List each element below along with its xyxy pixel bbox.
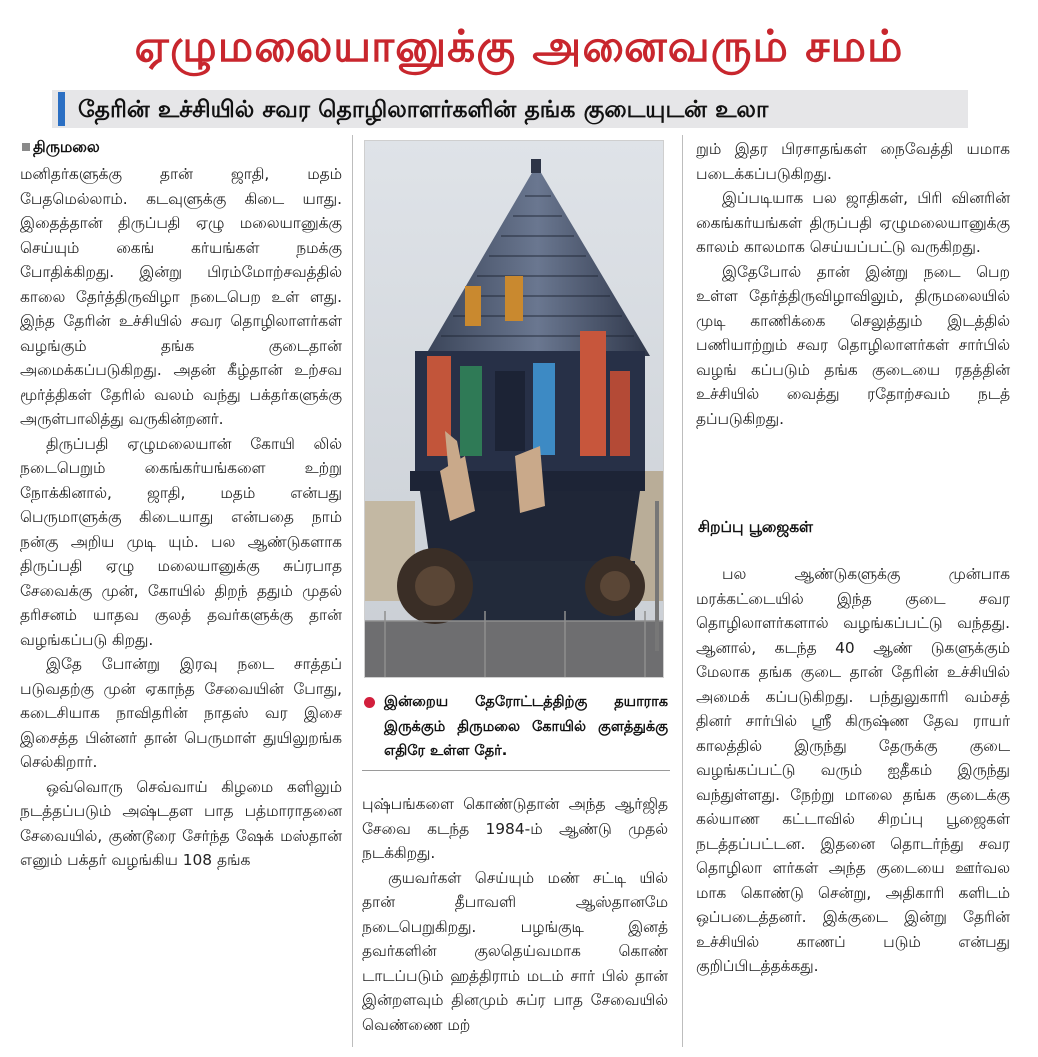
article-column-3 [696,137,1010,431]
paragraph: இதே போன்று இரவு நடை சாத்தப் படுவதற்கு முன் ஏகாந்த சேவையின் போது, கடைசியாக நாவிதரின் நாதஸ் வர இசை இசைத்த பின்னர் தான் பெருமாள் துயிலுறங்க செல்கிறார். [20,655,342,771]
column-divider [352,135,353,1047]
chariot-photo [364,140,664,678]
photo-caption: இன்றைய தேரோட்டத்திற்கு தயாராக இருக்கும் திருமலை கோயில் குளத்துக்கு எதிரே உள்ள தேர். [384,694,668,759]
paragraph: மனிதர்களுக்கு தான் ஜாதி, மதம் பேதமெல்லாம். கடவுளுக்கு கிடை யாது. இதைத்தான் திருப்பதி ஏழு மலையானுக்கு செய்யும் கைங் கர்யங்கள் நமக்கு போதிக்கிறது. இன்று பிரம்மோற்சவத்தில் காலை தேர்த்திருவிழா நடைபெற உள் ளது. இந்த தேரின் உச்சியில் சவர தொழிலாளர்கள் வழங்கும் தங்க குடைதான் அமைக்கப்படுகிறது. அதன் கீழ்தான் உற்சவ மூர்த்திகள் தேரில் வலம் வந்து பக்தர்களுக்கு அருள்பாலித்து வருகின்றனர். [20,165,342,428]
dateline [22,137,100,157]
column-divider [682,135,683,1047]
paragraph: குயவர்கள் செய்யும் மண் சட்டி யில் தான் தீபாவளி ஆஸ்தானமே நடைபெறுகிறது. பழங்குடி இனத் தவர்களின் குலதெய்வமாக கொண் டாடப்படும் ஹத்திராம் மடம் சார் பில் தான் இன்றளவும் தினமும் சுப்ர பாத சேவையில் வெண்ணை மற் [362,868,668,1034]
caption-divider [362,770,670,771]
subheadline: தேரின் உச்சியில் சவர தொழிலாளர்களின் தங்க குடையுடன் உலா [78,95,769,123]
paragraph: ஒவ்வொரு செவ்வாய் கிழமை களிலும் நடத்தப்படும் அஷ்டதள பாத பத்மாராதனை சேவையில், குண்டூரை சேர்ந்த ஷேக் மஸ்தான் எனும் பக்தர் வழங்கிய 108 தங்க [20,777,342,869]
caption-bullet-icon [364,697,375,708]
paragraph: றும் இதர பிரசாதங்கள் நைவேத்தி யமாக படைக்கப்படுகிறது. [696,140,1010,183]
dateline-square-icon [22,143,30,151]
subheadline-accent-bar [58,92,65,126]
article-column-3-continued [696,562,1010,979]
paragraph: இப்படியாக பல ஜாதிகள், பிரி வினரின் கைங்கர்யங்கள் திருப்பதி ஏழுமலையானுக்கு காலம் காலமாக செய்யப்பட்டு வருகிறது. [696,189,1010,256]
dateline-text: திருமலை [33,138,100,156]
article-column-1 [20,162,342,873]
article-column-2 [362,792,668,1037]
paragraph: பல ஆண்டுகளுக்கு முன்பாக மரக்கட்டையில் இந்த குடை சவர தொழிலாளர்களால் வழங்கப்பட்டு வந்தது. ஆனால், கடந்த 40 ஆண் டுகளுக்கும் மேலாக தங்க குடை தான் தேரின் உச்சியில் அமைக் கப்படுகிறது. பந்துலுகாரி வம்சத் தினர் சார்பில் ஸ்ரீ கிருஷ்ண தேவ ராயர் காலத்தில் இருந்து தேருக்கு குடை வழங்கப்பட்டு வரும் ஐதீகம் இருந்து வந்துள்ளது. நேற்று மாலை தங்க குடைக்கு கல்யாண கட்டாவில் சிறப்பு பூஜைகள் நடத்தப்பட்டன. இதனை தொடர்ந்து சவர தொழிலா ளர்கள் அந்த குடையை ஊர்வல மாக கொண்டு சென்று, அதிகாரி களிடம் ஒப்படைத்தனர். இக்குடை இன்று தேரின் உச்சியில் காணப் படும் என்பது குறிப்பிடத்தக்கது. [696,565,1010,975]
temple-chariot-image [365,141,664,678]
paragraph: திருப்பதி ஏழுமலையான் கோயி லில் நடைபெறும் கைங்கர்யங்களை உற்று நோக்கினால், ஜாதி, மதம் என்பது பெருமாளுக்கு கிடையாது என்பதை நாம் நன்கு அறிய முடி யும். பல ஆண்டுகளாக திருப்பதி ஏழு மலையானுக்கு சுப்ரபாத சேவைக்கு முன், கோயில் திறந் ததும் முதல் தரிசனம் யாதவ குலத் தவர்களுக்கு தான் வழங்கப்படு கிறது. [20,434,342,649]
paragraph: இதேபோல் தான் இன்று நடை பெற உள்ள தேர்த்திருவிழாவிலும், திருமலையில் முடி காணிக்கை செலுத்தும் இடத்தில் பணியாற்றும் சவர தொழிலாளர்கள் சார்பில் வழங் கப்படும் தங்க குடையை ரதத்தின் உச்சியில் வைத்து ரதோற்சவம் நடத் தப்படுகிறது. [696,262,1010,428]
section-heading: சிறப்பு பூஜைகள் [698,518,813,536]
headline: ஏழுமலையானுக்கு அனைவரும் சமம் [134,21,904,72]
paragraph: புஷ்பங்களை கொண்டுதான் அந்த ஆர்ஜித சேவை கடந்த 1984-ம் ஆண்டு முதல் நடக்கிறது. [362,795,668,862]
